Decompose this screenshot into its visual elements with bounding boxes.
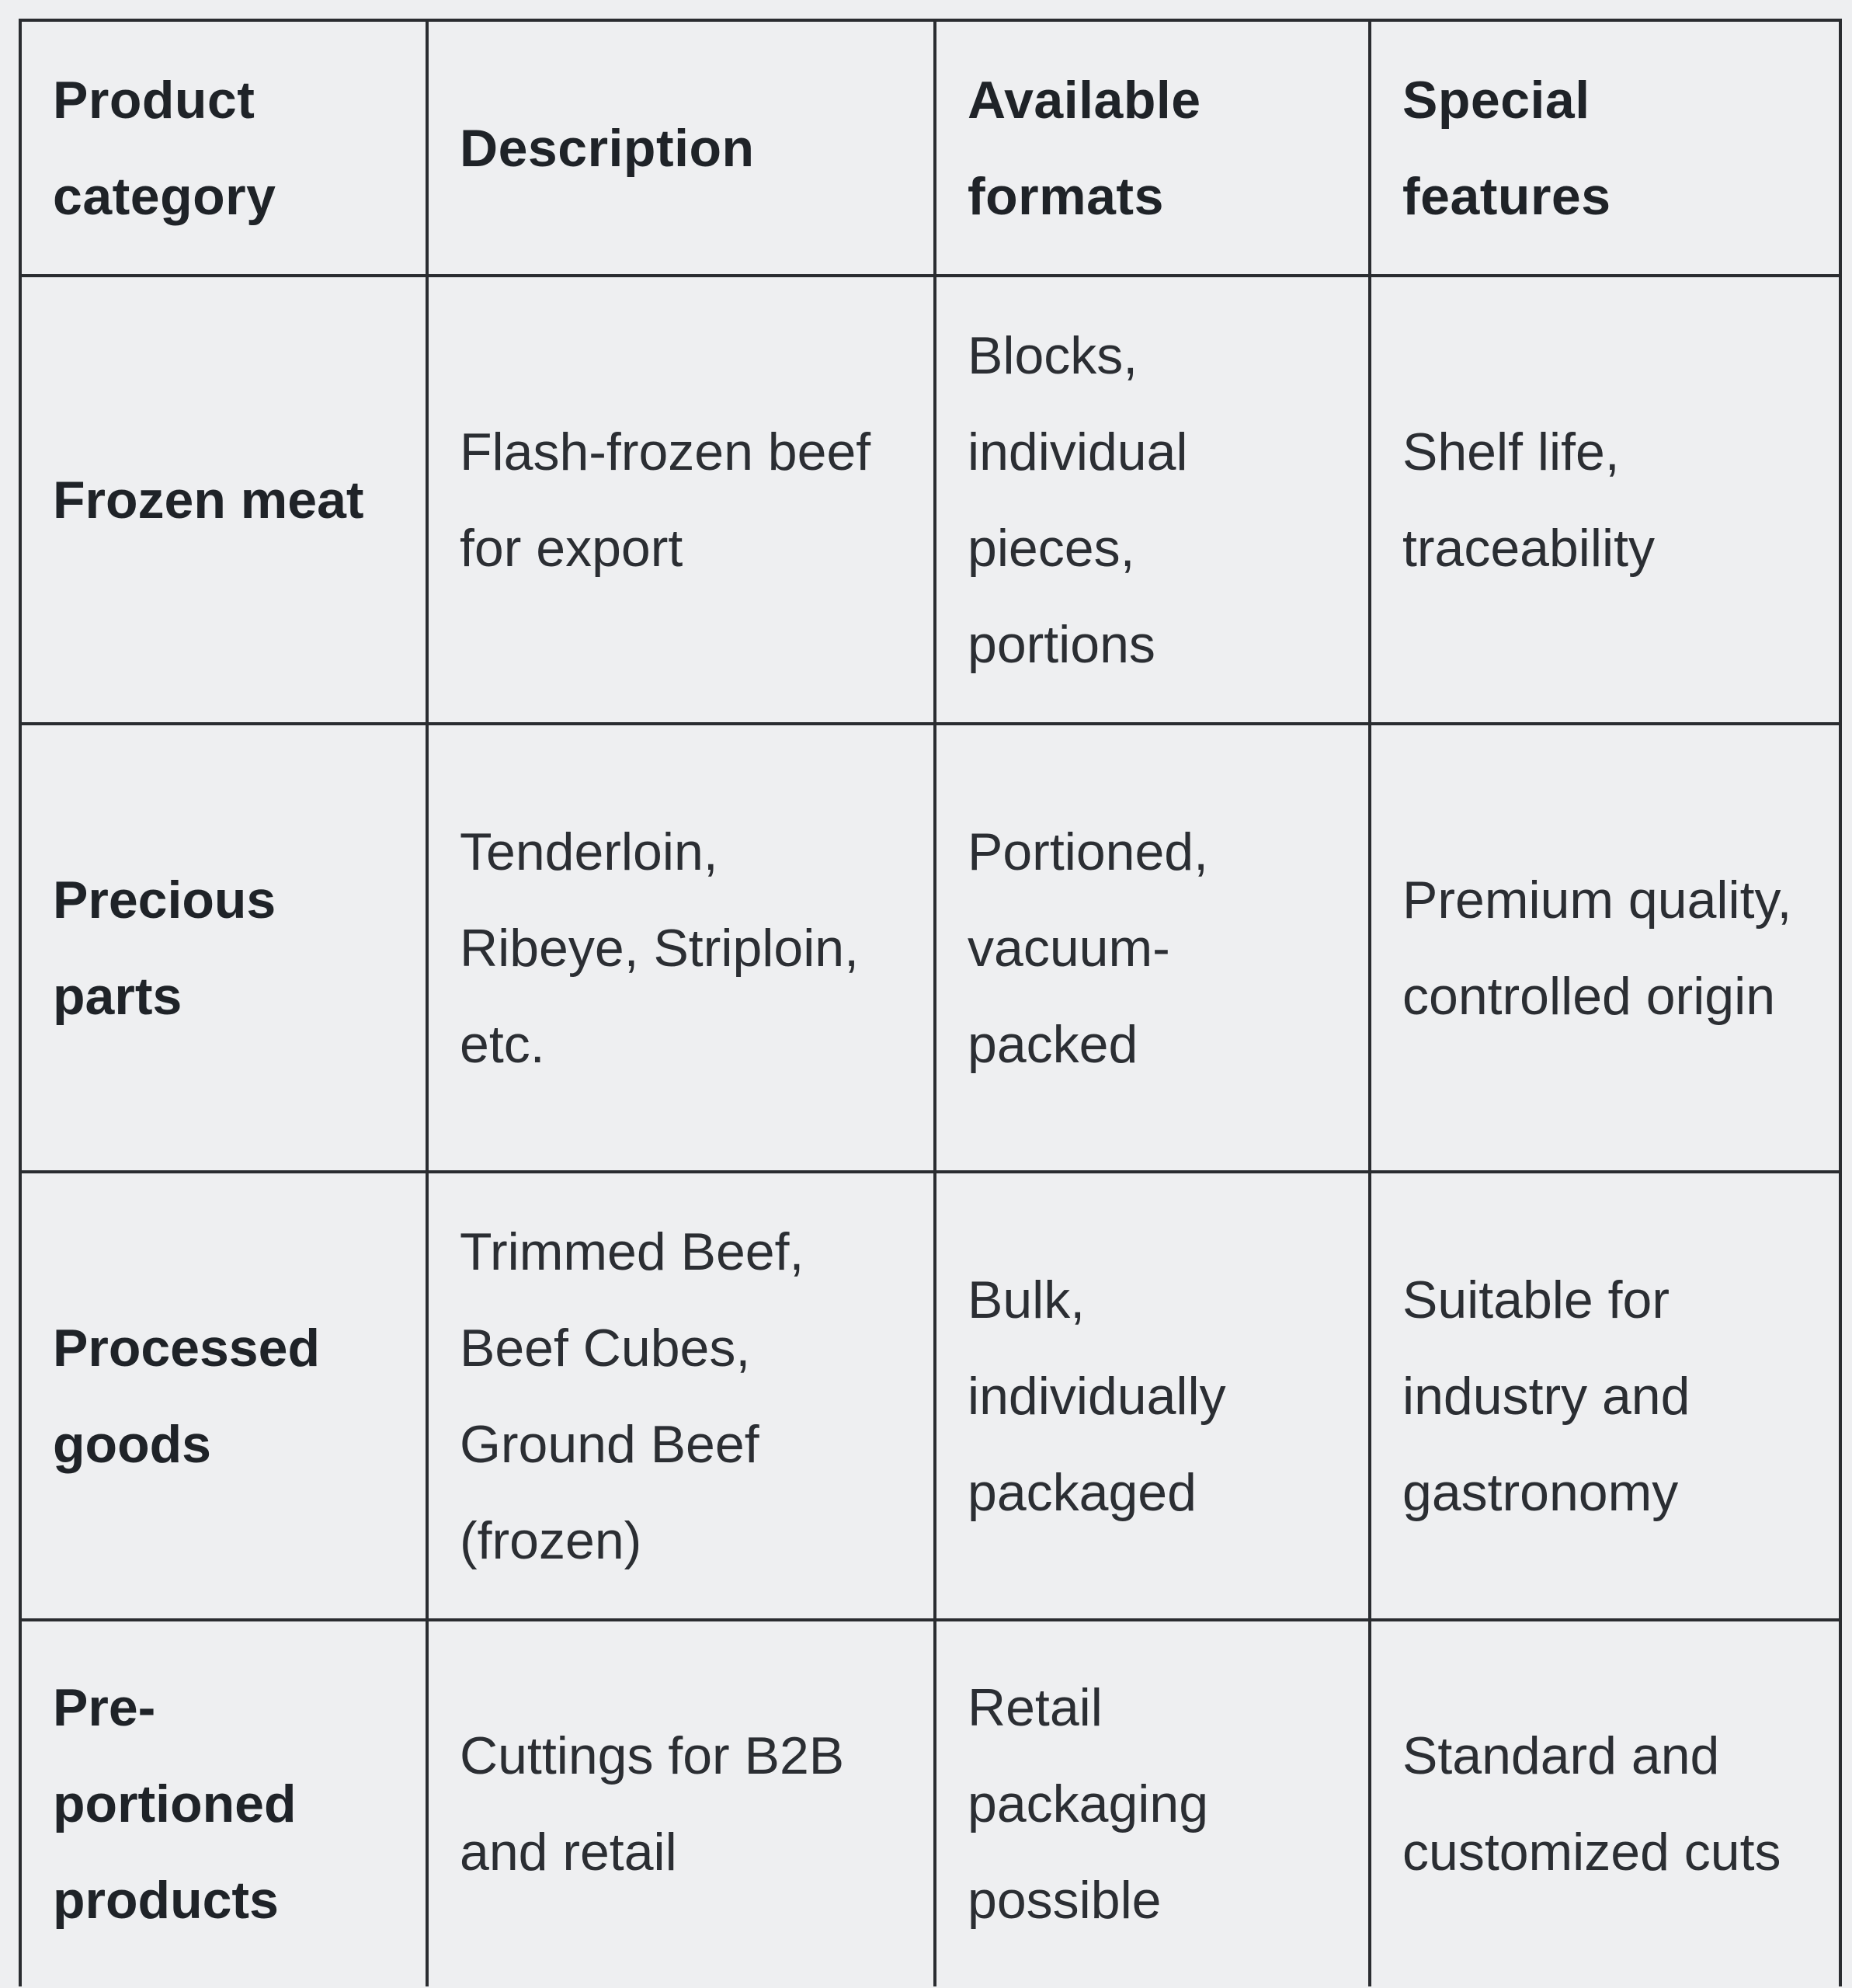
cell-available-formats: Portioned, vacuum-packed (935, 724, 1370, 1172)
cell-description: Flash-frozen beef for export (427, 276, 935, 724)
cell-special-features: Suitable for industry and gastronomy (1370, 1172, 1840, 1620)
cell-special-features: Shelf life, traceability (1370, 276, 1840, 724)
table-row (20, 1620, 1840, 1986)
cell-product-category: Precious parts (20, 724, 427, 1172)
header-description: Description (427, 20, 935, 276)
header-special-features: Special features (1370, 20, 1840, 276)
cell-product-category: Frozen meat (20, 276, 427, 724)
cell-product-category: Pre-portioned products (20, 1620, 427, 1986)
cell-available-formats: Retail packaging possible (935, 1620, 1370, 1986)
cell-special-features: Standard and customized cuts (1370, 1620, 1840, 1986)
table-row (20, 276, 1840, 724)
cell-available-formats: Bulk, individually packaged (935, 1172, 1370, 1620)
cell-product-category: Processed goods (20, 1172, 427, 1620)
table-header-row (20, 20, 1840, 276)
cell-description: Tenderloin, Ribeye, Striploin, etc. (427, 724, 935, 1172)
table-row (20, 1172, 1840, 1620)
cell-special-features: Premium quality, controlled origin (1370, 724, 1840, 1172)
table-row (20, 724, 1840, 1172)
header-product-category: Product category (20, 20, 427, 276)
product-table (19, 19, 1842, 1986)
cell-description: Trimmed Beef, Beef Cubes, Ground Beef (frozen) (427, 1172, 935, 1620)
cell-available-formats: Blocks, individual pieces, portions (935, 276, 1370, 724)
cell-description: Cuttings for B2B and retail (427, 1620, 935, 1986)
header-available-formats: Available formats (935, 20, 1370, 276)
